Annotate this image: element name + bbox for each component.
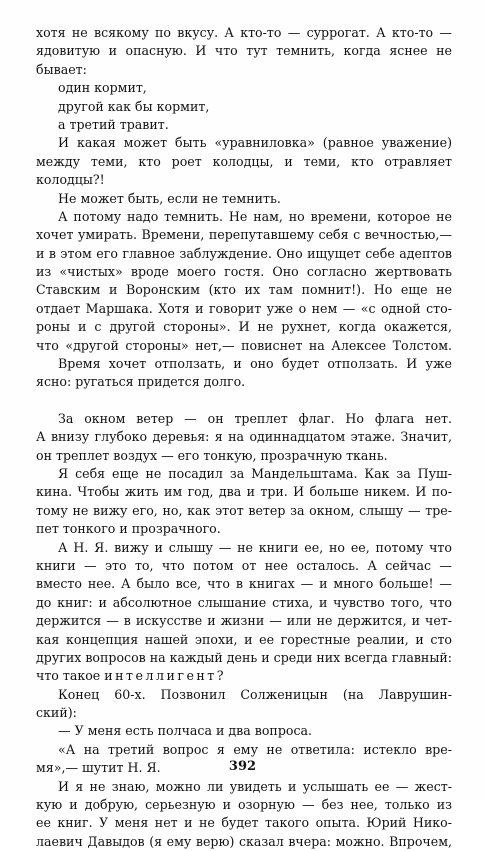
text-line: Конец 60-х. Позвонил Солженицын (на Лаврушин- [58, 686, 452, 702]
text-segment: что такое [36, 668, 105, 684]
text-line: хотя не всякому по вкусу. А кто-то — суррогат. А кто-то — [36, 25, 452, 40]
page-number: 392 [228, 759, 257, 774]
text-line: За окном ветер — он треплет флаг. Но флага нет. [58, 410, 452, 426]
text-line [36, 667, 452, 685]
text-line: Время хочет отползать, и оно будет отползать. И уже [58, 356, 452, 372]
spaced-word: интеллигент? [104, 668, 227, 684]
text-line: до книг: и абсолютное слышание стиха, и чувство того, что [36, 594, 452, 610]
text-line: «А на третий вопрос я ему не ответила: истекло вре- [58, 741, 452, 757]
text-line: ядовитую и опасную. И что тут темнить, когда яснее не [36, 43, 452, 59]
verse-line: другой как бы кормит, [58, 98, 210, 114]
text-line: хочет умирать. Времени, перепутавшему себя с вечностью,— [36, 227, 452, 243]
text-line: Ставским и Воронским (кто их там помнит!). Но еще не [36, 282, 452, 298]
text-line: роны и с другой стороны». И не рухнет, когда окажется, [36, 319, 452, 335]
section-break [36, 392, 452, 410]
text-line: ее книг. У меня нет и не будет такого опыта. Юрий Нико- [36, 815, 452, 831]
text-line: И какая может быть «уравниловка» (равное уважение) [58, 135, 452, 151]
text-line: А потому надо темнить. Не нам, но времени, которое не [58, 208, 452, 224]
text-line: А Н. Я. вижу и слышу — не книги ее, но ее, потому что [58, 539, 452, 555]
text-line: кая концепция нашей эпохи, и ее горестные реалии, и сто [36, 631, 452, 647]
text-line: бывает: [36, 61, 87, 77]
text-line: ясно: ругаться придется долго. [36, 374, 246, 390]
text-line: кую и добрую, серьезную и озорную — без нее, только из [36, 797, 452, 813]
text-line: кина. Чтобы жить им год, два и три. И больше никем. И по- [36, 484, 452, 500]
text-line: других вопросов на каждый день и среди них всегда главный: [36, 649, 452, 665]
text-line: книги — это то, что потом от нее осталось. А сейчас — [36, 557, 452, 573]
text-line: пет тонкого и прозрачного. [36, 521, 221, 537]
text-line: он треплет воздух — его тонкую, прозрачную ткань. [36, 447, 388, 463]
text-line: колодцы?! [36, 172, 105, 188]
text-line: Не может быть, если не темнить. [58, 190, 281, 206]
text-line: мя»,— шутит Н. Я. [36, 760, 161, 776]
body-text [36, 24, 452, 851]
text-line: между теми, кто роет колодцы, и теми, кто отравляет [36, 153, 452, 169]
text-line: лаевич Давыдов (я ему верю) сказал вчера: можно. Впрочем, [36, 833, 452, 849]
text-line: Я себя еще не посадил за Мандельштама. Как за Пуш- [58, 465, 452, 481]
text-line: держится — в искусстве и жизни — или не держится, и чет- [36, 613, 452, 629]
text-line: ский): [36, 705, 77, 721]
text-line: и в этом его главное заблуждение. Оно ищущет себе адептов [36, 245, 452, 261]
verse-line: один кормит, [58, 80, 147, 96]
text-line: И я не знаю, можно ли увидеть и услышать ее — жест- [58, 778, 452, 794]
text-line: отдает Маршака. Хотя и говорит уже о нем — «с одной сто- [36, 300, 452, 316]
text-line: вместо нее. А было все, что в книгах — и много больше! — [36, 576, 452, 592]
text-line: тому не вижу его, но, как этот ветер за окном, слышу — тре- [36, 502, 452, 518]
text-line: что «другой стороны» нет,— повиснет на Алексее Толстом. [36, 337, 452, 353]
text-line: — У меня есть полчаса и два вопроса. [58, 723, 313, 739]
verse-line: а третий травит. [58, 116, 169, 132]
text-line: из «чистых» вроде моего гостя. Оно согласно жертвовать [36, 264, 452, 280]
text-line: А внизу глубоко деревья: я на одиннадцатом этаже. Значит, [36, 429, 452, 445]
